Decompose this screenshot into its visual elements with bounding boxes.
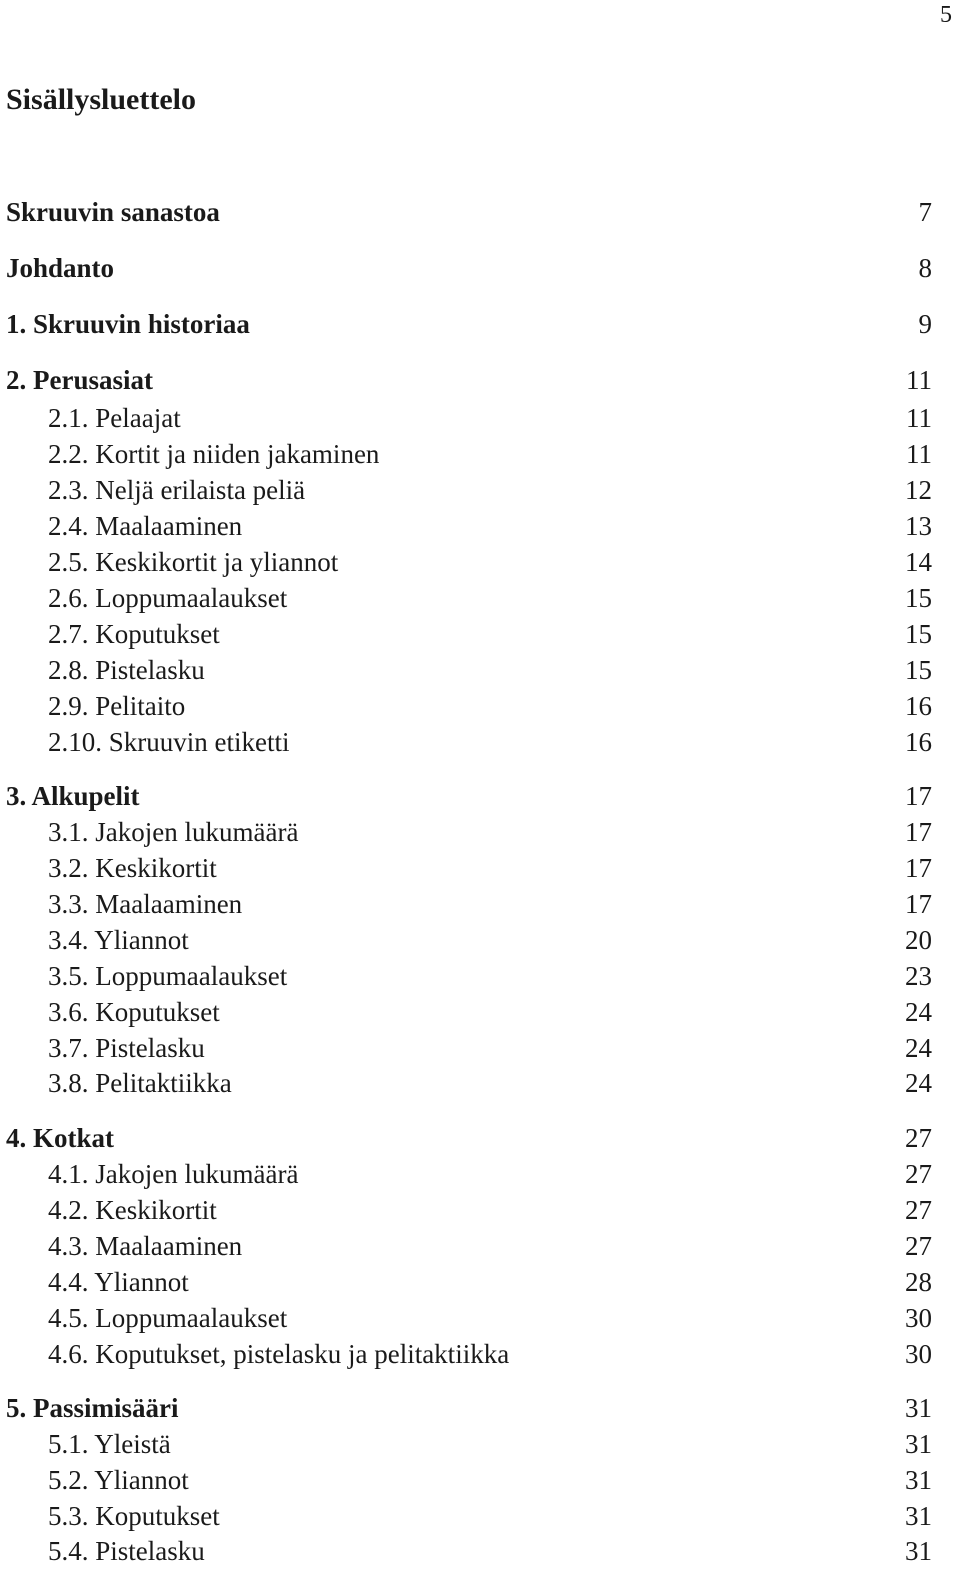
toc-entry-label: 3.3. Maalaaminen [48,889,243,919]
toc-entry-label: 4.3. Maalaaminen [48,1231,243,1261]
toc-entry-label: 2.3. Neljä erilaista peliä [48,475,306,505]
toc-entry-page: 27 [905,1123,932,1153]
toc-entry-page: 31 [905,1429,932,1459]
toc-entry-page: 17 [905,781,932,811]
toc-entry-page: 13 [905,511,932,541]
toc-chapter-entry [6,306,932,342]
toc-entry-label: 5.1. Yleistä [48,1429,171,1459]
toc-entry-label: 3.7. Pistelasku [48,1033,205,1063]
toc-entry-label: 4.2. Keskikortit [48,1195,217,1225]
toc-entry-label: Johdanto [6,253,115,283]
toc-section-entry [6,508,932,544]
toc-entry-page: 8 [918,253,932,283]
toc-section-entry [6,616,932,652]
toc-entry-page: 28 [905,1267,932,1297]
toc-section-entry [6,1192,932,1228]
toc-entry-label: 2.1. Pelaajat [48,403,181,433]
toc-entry-page: 16 [905,727,932,757]
toc-section-entry [6,850,932,886]
toc-section-entry [6,580,932,616]
toc-entry-page: 12 [905,475,932,505]
toc-section-entry [6,994,932,1030]
toc-section-entry [6,1228,932,1264]
toc-entry-label: 5.4. Pistelasku [48,1536,205,1566]
toc-entry-page: 15 [905,619,932,649]
toc-entry-label: 2.4. Maalaaminen [48,511,243,541]
toc-entry-page: 24 [905,1033,932,1063]
toc-section-entry [6,688,932,724]
toc-section-entry [6,1065,932,1101]
toc-entry-page: 17 [905,889,932,919]
toc-entry-label: 5. Passimisääri [6,1393,179,1423]
toc-section-entry [6,544,932,580]
toc-entry-label: 5.2. Yliannot [48,1465,189,1495]
toc-entry-label: 3.5. Loppumaalaukset [48,961,288,991]
toc-entry-page: 15 [905,583,932,613]
toc-entry-label: 4. Kotkat [6,1123,114,1153]
toc-entry-page: 31 [905,1536,932,1566]
toc-entry-label: 4.1. Jakojen lukumäärä [48,1159,299,1189]
toc-entry-label: 2.5. Keskikortit ja yliannot [48,547,339,577]
toc-entry-label: 1. Skruuvin historiaa [6,309,250,339]
toc-section-entry [6,1264,932,1300]
toc-entry-page: 30 [905,1339,932,1369]
toc-section-entry [6,886,932,922]
toc-entry-page: 24 [905,997,932,1027]
toc-entry-label: 3.2. Keskikortit [48,853,217,883]
toc-section-entry [6,436,932,472]
toc-entry-label: 5.3. Koputukset [48,1501,220,1531]
toc-chapter-entry [6,362,932,398]
toc-entry-label: 2.7. Koputukset [48,619,220,649]
toc-entry-page: 17 [905,817,932,847]
toc-entry-label: 2.9. Pelitaito [48,691,186,721]
toc-section-entry [6,814,932,850]
toc-section-entry [6,1426,932,1462]
page-number: 5 [940,2,952,28]
toc-section-entry [6,1462,932,1498]
toc-entry-label: 3.1. Jakojen lukumäärä [48,817,299,847]
toc-section-entry [6,1030,932,1066]
toc-entry-page: 15 [905,655,932,685]
toc-entry-page: 9 [918,309,932,339]
toc-section-entry [6,1300,932,1336]
toc-section-entry [6,652,932,688]
toc-entry-page: 31 [905,1393,932,1423]
toc-entry-page: 14 [905,547,932,577]
toc-section-entry [6,922,932,958]
toc-section-entry [6,400,932,436]
toc-entry-label: 4.4. Yliannot [48,1267,189,1297]
toc-title: Sisällysluettelo [6,83,197,116]
toc-entry-page: 17 [905,853,932,883]
toc-entry-label: 2.6. Loppumaalaukset [48,583,288,613]
toc-entry-page: 11 [906,439,932,469]
toc-entry-label: 3.6. Koputukset [48,997,220,1027]
toc-section-entry [6,958,932,994]
toc-entry-label: 2.8. Pistelasku [48,655,205,685]
toc-entry-page: 27 [905,1195,932,1225]
toc-entry-page: 23 [905,961,932,991]
toc-entry-label: 2. Perusasiat [6,365,153,395]
toc-entry-page: 31 [905,1501,932,1531]
toc-chapter-entry [6,778,932,814]
toc-entry-page: 7 [918,197,932,227]
toc-entry-page: 11 [906,403,932,433]
toc-entry-label: 2.2. Kortit ja niiden jakaminen [48,439,380,469]
toc-entry-label: 4.5. Loppumaalaukset [48,1303,288,1333]
toc-entry-label: 2.10. Skruuvin etiketti [48,727,290,757]
toc-chapter-entry [6,1390,932,1426]
toc-entry-page: 31 [905,1465,932,1495]
toc-entry-page: 24 [905,1068,932,1098]
toc-entry-page: 20 [905,925,932,955]
toc-section-entry [6,1156,932,1192]
toc-entry-page: 30 [905,1303,932,1333]
toc-entry-label: 3. Alkupelit [6,781,140,811]
toc-entry-label: 3.4. Yliannot [48,925,189,955]
toc-chapter-entry [6,194,932,230]
toc-section-entry [6,724,932,760]
toc-entry-label: Skruuvin sanastoa [6,197,220,227]
toc-entry-label: 3.8. Pelitaktiikka [48,1068,232,1098]
toc-section-entry [6,1498,932,1534]
toc-entry-label: 4.6. Koputukset, pistelasku ja pelitaktiikka [48,1339,510,1369]
toc-section-entry [6,1533,932,1569]
toc-entry-page: 16 [905,691,932,721]
toc-chapter-entry [6,250,932,286]
toc-section-entry [6,1336,932,1372]
toc-entry-page: 11 [906,365,932,395]
toc-entry-page: 27 [905,1231,932,1261]
toc-entry-page: 27 [905,1159,932,1189]
toc-section-entry [6,472,932,508]
toc-chapter-entry [6,1120,932,1156]
